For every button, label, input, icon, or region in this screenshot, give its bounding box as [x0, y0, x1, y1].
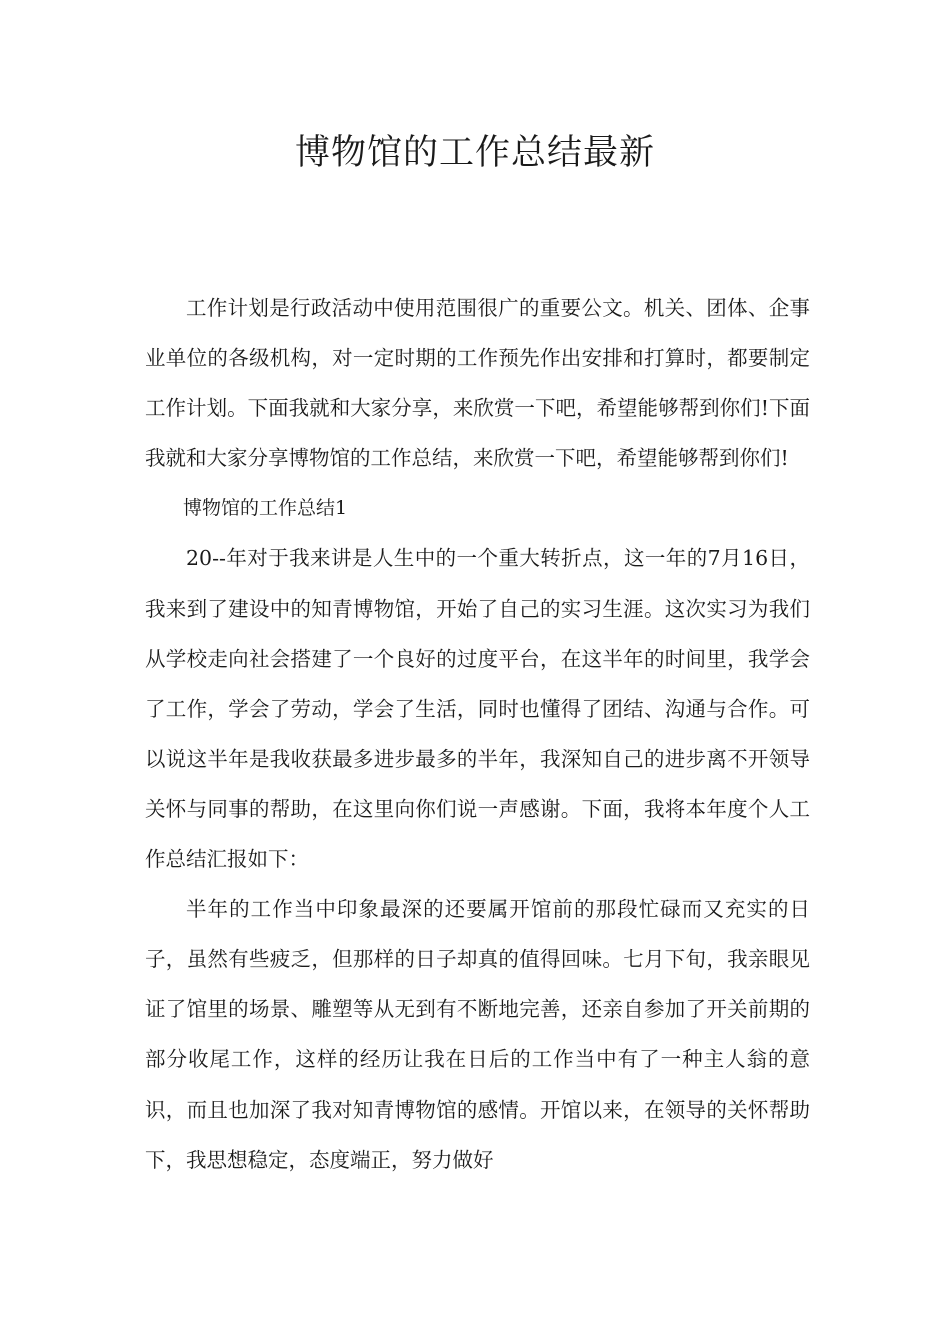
- section-heading: 博物馆的工作总结1: [183, 497, 348, 520]
- body-paragraph-2: 半年的工作当中印象最深的还要属开馆前的那段忙碌而又充实的日子，虽然有些疲乏，但那样的日子却真的值得回味。七月下旬，我亲眼见证了馆里的场景、雕塑等从无到有不断地完善，还亲自参加了开关前期的部分收尾工作，这样的经历让我在日后的工作当中有了一种主人翁的意识，而且也加深了我对知青博物馆的感情。开馆以来，在领导的关怀帮助下，我思想稳定，态度端正，努力做好: [145, 897, 810, 1172]
- body-paragraph-1: 20--年对于我来讲是人生中的一个重大转折点，这一年的7月16日，我来到了建设中的知青博物馆，开始了自己的实习生涯。这次实习为我们从学校走向社会搭建了一个良好的过度平台，在这半年的时间里，我学会了工作，学会了劳动，学会了生活，同时也懂得了团结、沟通与合作。可以说这半年是我收获最多进步最多的半年，我深知自己的进步离不开领导关怀与同事的帮助，在这里向你们说一声感谢。下面，我将本年度个人工作总结汇报如下：: [145, 546, 810, 872]
- intro-paragraph: 工作计划是行政活动中使用范围很广的重要公文。机关、团体、企事业单位的各级机构，对一定时期的工作预先作出安排和打算时，都要制定工作计划。下面我就和大家分享，来欣赏一下吧，希望能够帮到你们!下面我就和大家分享博物馆的工作总结，来欣赏一下吧，希望能够帮到你们!: [145, 296, 810, 471]
- document-title: 博物馆的工作总结最新: [294, 133, 655, 173]
- document-body: [145, 283, 810, 1185]
